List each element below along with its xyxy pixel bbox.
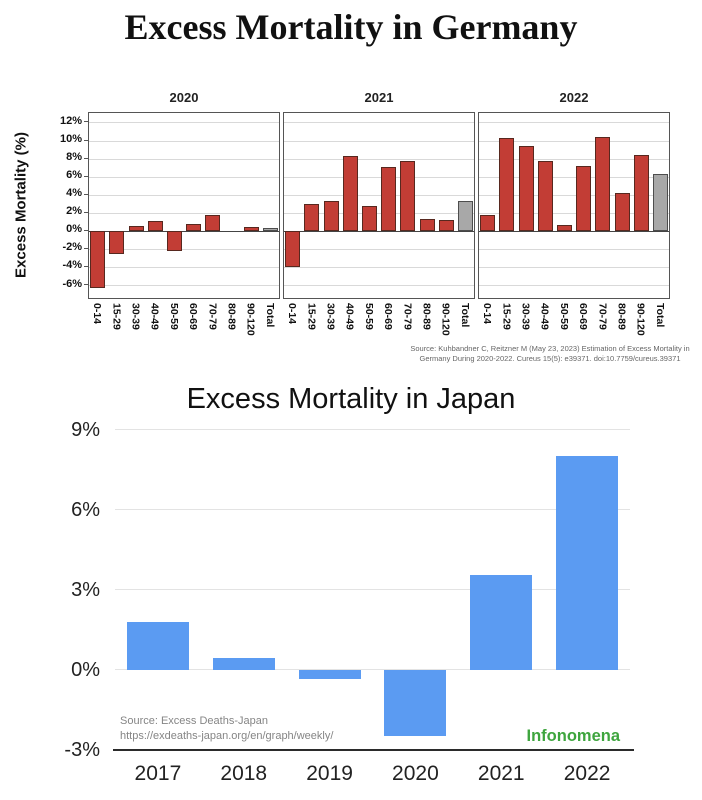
bar-japan-2022 (556, 456, 618, 669)
x-tick-label-50-59: 50-59 (362, 303, 375, 330)
bar-2021-30-39 (324, 201, 339, 232)
x-tick-label-2019: 2019 (306, 761, 353, 785)
x-tick-label-2021: 2021 (477, 761, 525, 785)
gridline (284, 159, 474, 160)
x-tick-label-70-79: 70-79 (596, 303, 609, 330)
x-tick-label-30-39: 30-39 (324, 303, 337, 330)
panel-title-2022: 2022 (559, 90, 589, 105)
x-axis-line (113, 749, 634, 752)
x-tick-label-2018: 2018 (220, 761, 268, 785)
y-tick-label: -2% (62, 241, 82, 254)
germany-source-line1: Source: Kuhbandner C, Reitzner M (May 23, 2023) Estimation of Excess Mortality in (410, 344, 690, 353)
x-tick-label-Total: Total (653, 303, 666, 328)
x-tick-label-15-29: 15-29 (110, 303, 123, 330)
x-tick-label-0-14: 0-14 (91, 303, 104, 325)
gridline (284, 267, 474, 268)
gridline (479, 249, 669, 250)
panel-title-2021: 2021 (364, 90, 394, 105)
gridline (115, 589, 630, 590)
germany-source-note (400, 344, 700, 364)
germany-source-line2: Germany During 2020-2022. Cureus 15(5): e39371. doi:10.7759/cureus.39371 (419, 354, 681, 364)
x-tick-label-90-120: 90-120 (244, 303, 257, 336)
gridline (115, 509, 630, 510)
gridline (89, 159, 279, 160)
bar-2021-80-89 (420, 219, 435, 232)
bar-2022-Total (653, 174, 668, 232)
germany-y-axis-title: Excess Mortality (%) (12, 132, 30, 278)
bar-2020-0-14 (90, 231, 105, 288)
gridline (89, 195, 279, 196)
japan-source-note (120, 714, 420, 744)
x-tick-label-80-89: 80-89 (615, 303, 628, 330)
x-tick-label-50-59: 50-59 (167, 303, 180, 330)
bar-2022-90-120 (634, 155, 649, 231)
bar-2021-0-14 (285, 231, 300, 266)
bar-2020-30-39 (129, 226, 144, 231)
bar-japan-2021 (470, 575, 532, 670)
y-tick-label: 2% (66, 205, 82, 218)
gridline (284, 249, 474, 250)
bar-2022-80-89 (615, 193, 630, 231)
x-tick-label-0-14: 0-14 (481, 303, 494, 325)
x-tick-label-30-39: 30-39 (519, 303, 532, 330)
x-tick-label-30-39: 30-39 (129, 303, 142, 330)
bar-2020-90-120 (244, 227, 259, 232)
bar-2020-70-79 (205, 215, 220, 231)
y-tick-label: -6% (62, 277, 82, 290)
x-tick-label-Total: Total (458, 303, 471, 328)
gridline (284, 177, 474, 178)
gridline (479, 267, 669, 268)
bar-2022-0-14 (480, 215, 495, 231)
japan-source-line2: https://exdeaths-japan.org/en/graph/weekly/ (120, 729, 334, 742)
x-tick-label-40-49: 40-49 (343, 303, 356, 330)
x-tick-label-15-29: 15-29 (500, 303, 513, 330)
y-tick-label: 6% (66, 169, 82, 182)
x-tick-label-60-69: 60-69 (187, 303, 200, 330)
x-tick-label-60-69: 60-69 (577, 303, 590, 330)
gridline (89, 177, 279, 178)
y-tick-label: 10% (59, 133, 82, 145)
x-tick-label-40-49: 40-49 (538, 303, 551, 330)
bar-2020-Total (263, 228, 278, 232)
bar-2021-90-120 (439, 220, 454, 232)
gridline (115, 669, 630, 670)
bar-japan-2017 (127, 622, 189, 670)
x-tick-label-2017: 2017 (134, 761, 182, 785)
bar-2020-60-69 (186, 224, 201, 231)
bar-2022-30-39 (519, 146, 534, 232)
x-tick-label-70-79: 70-79 (401, 303, 414, 330)
bar-2022-50-59 (557, 225, 572, 231)
bar-2021-15-29 (304, 204, 319, 231)
x-tick-label-2022: 2022 (563, 761, 611, 785)
bar-2020-15-29 (109, 231, 124, 254)
bar-2021-Total (458, 201, 473, 232)
panel-2021 (283, 112, 475, 299)
gridline (89, 122, 279, 123)
x-tick-label-80-89: 80-89 (420, 303, 433, 330)
x-tick-label-40-49: 40-49 (148, 303, 161, 330)
gridline (89, 267, 279, 268)
gridline (479, 285, 669, 286)
y-tick-label: 12% (59, 114, 82, 127)
x-tick-label-60-69: 60-69 (382, 303, 395, 330)
japan-source-line1: Source: Excess Deaths-Japan (120, 715, 268, 727)
brand-infonomena: Infonomena (526, 727, 620, 745)
bar-2022-15-29 (499, 138, 514, 231)
y-tick-label: 6% (71, 498, 100, 521)
y-tick-label: 4% (66, 187, 82, 200)
gridline (115, 429, 630, 430)
y-tick-label: 3% (71, 578, 100, 601)
bar-2021-50-59 (362, 206, 377, 231)
x-tick-label-2020: 2020 (392, 761, 439, 785)
panel-2022 (478, 112, 670, 299)
bar-2020-50-59 (167, 231, 182, 251)
x-tick-label-90-120: 90-120 (634, 303, 647, 336)
x-tick-label-80-89: 80-89 (225, 303, 238, 330)
y-tick-label: -4% (62, 259, 82, 272)
gridline (89, 213, 279, 214)
y-tick-label: -3% (64, 738, 100, 761)
y-tick-label: 8% (66, 151, 82, 164)
gridline (89, 141, 279, 142)
x-tick-label-0-14: 0-14 (286, 303, 299, 325)
panel-2020 (88, 112, 280, 299)
bar-2021-70-79 (400, 161, 415, 231)
y-tick-label: 0% (71, 658, 100, 681)
bar-japan-2019 (299, 670, 361, 679)
gridline (284, 122, 474, 123)
y-tick-label: 9% (71, 418, 100, 441)
germany-chart (0, 0, 702, 380)
gridline (284, 285, 474, 286)
bar-2022-60-69 (576, 166, 591, 231)
x-tick-label-Total: Total (263, 303, 276, 328)
germany-chart-title: Excess Mortality in Germany (124, 7, 578, 47)
y-tick-label: 0% (66, 223, 82, 236)
japan-chart-title: Excess Mortality in Japan (186, 383, 516, 415)
x-tick-label-90-120: 90-120 (439, 303, 452, 336)
x-tick-label-50-59: 50-59 (557, 303, 570, 330)
gridline (89, 285, 279, 286)
x-tick-label-70-79: 70-79 (206, 303, 219, 330)
bar-2022-40-49 (538, 161, 553, 231)
bar-2020-40-49 (148, 221, 163, 231)
bar-2021-60-69 (381, 167, 396, 231)
x-tick-label-15-29: 15-29 (305, 303, 318, 330)
bar-2021-40-49 (343, 156, 358, 231)
bar-2022-70-79 (595, 137, 610, 231)
gridline (284, 141, 474, 142)
panel-title-2020: 2020 (169, 90, 199, 105)
bar-japan-2018 (213, 658, 275, 670)
gridline (284, 195, 474, 196)
gridline (479, 122, 669, 123)
